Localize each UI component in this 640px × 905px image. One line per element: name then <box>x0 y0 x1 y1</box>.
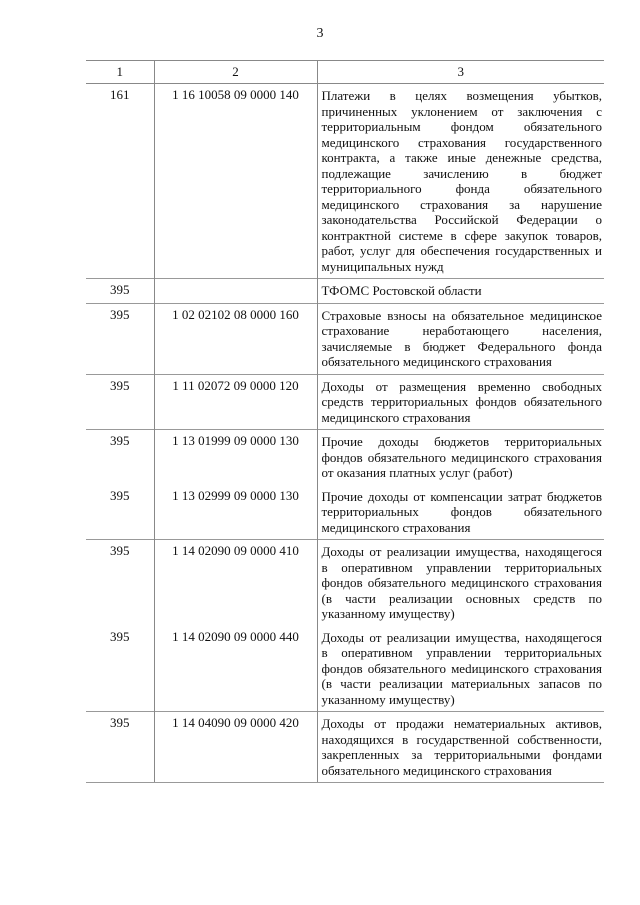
revenue-name-cell: Прочие доходы бюджетов территориальных фондов обязательного медицинского страхования от оказания платных услуг (работ) <box>317 430 604 485</box>
column-header-1: 1 <box>86 61 154 84</box>
table-row <box>86 712 604 783</box>
revenue-name-cell: Прочие доходы от компенсации затрат бюджетов территориальных фондов обязательного медицинского страхования <box>317 485 604 540</box>
admin-code-cell: 395 <box>110 487 130 503</box>
table-row <box>86 540 604 626</box>
admin-code-cell: 395 <box>86 279 154 304</box>
revenue-name-cell: Страховые взносы на обязательное медицинское страхование неработающего населения, зачисляемые в бюджет Федерального фонда обязательного медицинского страхования <box>317 303 604 374</box>
revenue-code-cell: 1 13 02999 09 0000 130 <box>154 485 317 540</box>
table-header-row <box>86 61 604 84</box>
revenue-code-cell: 1 02 02102 08 0000 160 <box>154 303 317 374</box>
revenue-name-cell: Доходы от реализации имущества, находящегося в оперативном управлении территориальных фондов обязательного меdицинского страхования (в части реализации материальных запасов по указанному имуществу) <box>317 626 604 712</box>
table-row <box>86 84 604 279</box>
admin-code-cell: 161 <box>110 87 130 102</box>
column-header-3: 3 <box>317 61 604 84</box>
admin-code-cell: 395 <box>86 540 154 626</box>
admin-code-cell: 395 <box>86 712 154 783</box>
table-row <box>86 626 604 712</box>
admin-code-cell: 395 <box>86 303 154 374</box>
table-row <box>86 374 604 430</box>
revenue-name-cell: Доходы от размещения временно свободных средств территориальных фондов обязательного медицинского страхования <box>317 374 604 430</box>
revenue-code-cell: 1 14 04090 09 0000 420 <box>154 712 317 783</box>
revenue-codes-table <box>86 60 604 783</box>
table-row <box>86 485 604 540</box>
revenue-code-cell: 1 14 02090 09 0000 440 <box>154 626 317 712</box>
table-row <box>86 279 604 304</box>
table-row <box>86 303 604 374</box>
column-header-2: 2 <box>154 61 317 84</box>
revenue-name-cell: ТФОМС Ростовской области <box>317 279 604 304</box>
table-row <box>86 430 604 485</box>
revenue-name-cell: Доходы от продажи нематериальных активов, находящихся в государственной собственности, закрепленных за территориальными фондами обязательного медицинского страхования <box>317 712 604 783</box>
revenue-code-cell: 1 14 02090 09 0000 410 <box>154 540 317 626</box>
revenue-code-cell: 1 13 01999 09 0000 130 <box>154 430 317 485</box>
revenue-code-cell: 1 11 02072 09 0000 120 <box>154 374 317 430</box>
admin-code-cell: 395 <box>110 628 130 644</box>
revenue-name-cell: Доходы от реализации имущества, находящегося в оперативном управлении территориальных фондов обязательного медицинского страхования (в части реализации основных средств по указанному имуществу) <box>317 540 604 626</box>
page-number: 3 <box>316 26 324 41</box>
revenue-code-cell <box>154 279 317 304</box>
admin-code-cell: 395 <box>86 374 154 430</box>
revenue-name-cell: Платежи в целях возмещения убытков, причиненных уклонением от заключения с территориальным фондом обязательного медицинского страхования государственного контракта, а также иные денежные средства, подлежащие зачислению в бюджет территориального фонда обязательного медицинского страхования за нарушение законодательства Российской Федерации о контрактной системе в сфере закупок товаров, работ, услуг для обеспечения государственных и муниципальных нужд <box>317 84 604 279</box>
admin-code-cell: 395 <box>86 430 154 485</box>
revenue-code-cell: 1 16 10058 09 0000 140 <box>154 84 317 279</box>
